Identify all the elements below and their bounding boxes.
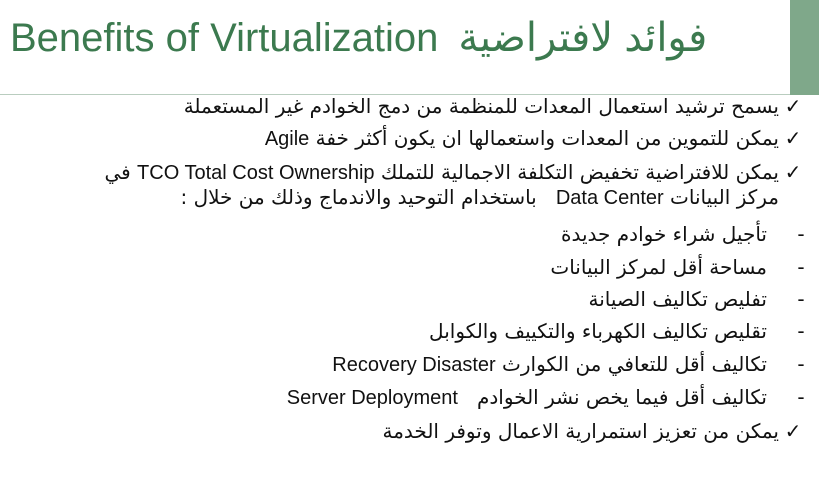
dash-marker: - <box>797 287 805 311</box>
checkmark-icon: ✓ <box>784 126 802 150</box>
sub-item-6-latin: Server Deployment <box>286 387 458 409</box>
sub-item-5 <box>332 352 767 377</box>
dash-marker: - <box>797 319 805 343</box>
bullet-text-3 <box>104 160 809 185</box>
checkmark-icon: ✓ <box>784 160 802 184</box>
bullet-text-final: يمكن من تعزيز استمرارية الاعمال وتوفر الخدمة <box>382 419 779 443</box>
sub-item-5-arabic: تكاليف أقل للتعافي من الكوارث <box>502 352 767 376</box>
sub-item-2: مساحة أقل لمركز البيانات <box>550 255 767 279</box>
continuation-after: باستخدام التوحيد والاندماج وذلك من خلال : <box>180 185 537 209</box>
sub-item-5-latin: Recovery Disaster <box>332 354 496 376</box>
sub-item-3: تفليص تكاليف الصيانة <box>588 287 767 311</box>
sub-item-4: تقليص تكاليف الكهرباء والتكييف والكوابل <box>429 319 767 343</box>
bullet-text-3-arabic: يمكن للافتراضية تخفيض التكلفة الاجمالية للتملك <box>380 160 779 184</box>
accent-bar <box>790 0 819 95</box>
continuation-arabic: مركز البيانات <box>670 185 779 209</box>
bullet-text-2-latin: Agile <box>264 128 310 150</box>
title-arabic: فوائد لافتراضية <box>458 16 708 60</box>
page-title <box>10 10 790 66</box>
sub-item-6-arabic: تكاليف أقل فيما يخص نشر الخوادم <box>477 385 767 409</box>
bullet-text-2 <box>265 126 779 151</box>
bullet-text-3-after: في <box>104 160 131 184</box>
checkmark-icon: ✓ <box>784 94 802 118</box>
sub-item-6 <box>287 385 767 410</box>
dash-marker: - <box>797 255 805 279</box>
dash-marker: - <box>797 352 805 376</box>
title-english: Benefits of Virtualization <box>10 16 439 60</box>
continuation-latin: Data Center <box>555 187 664 209</box>
dash-marker: - <box>797 222 805 246</box>
bullet-text-2-arabic: يمكن للتموين من المعدات واستعمالها ان يكون أكثر خفة <box>315 126 779 150</box>
checkmark-icon: ✓ <box>784 419 802 443</box>
bullet-text-3-continuation <box>180 186 779 209</box>
sub-item-1: تأجيل شراء خوادم جديدة <box>561 222 767 246</box>
bullet-text-3-latin: TCO Total Cost Ownership <box>137 162 375 184</box>
dash-marker: - <box>797 385 805 409</box>
bullet-text-1: يسمح ترشيد استعمال المعدات للمنظمة من دمج الخوادم غير المستعملة <box>183 94 779 118</box>
